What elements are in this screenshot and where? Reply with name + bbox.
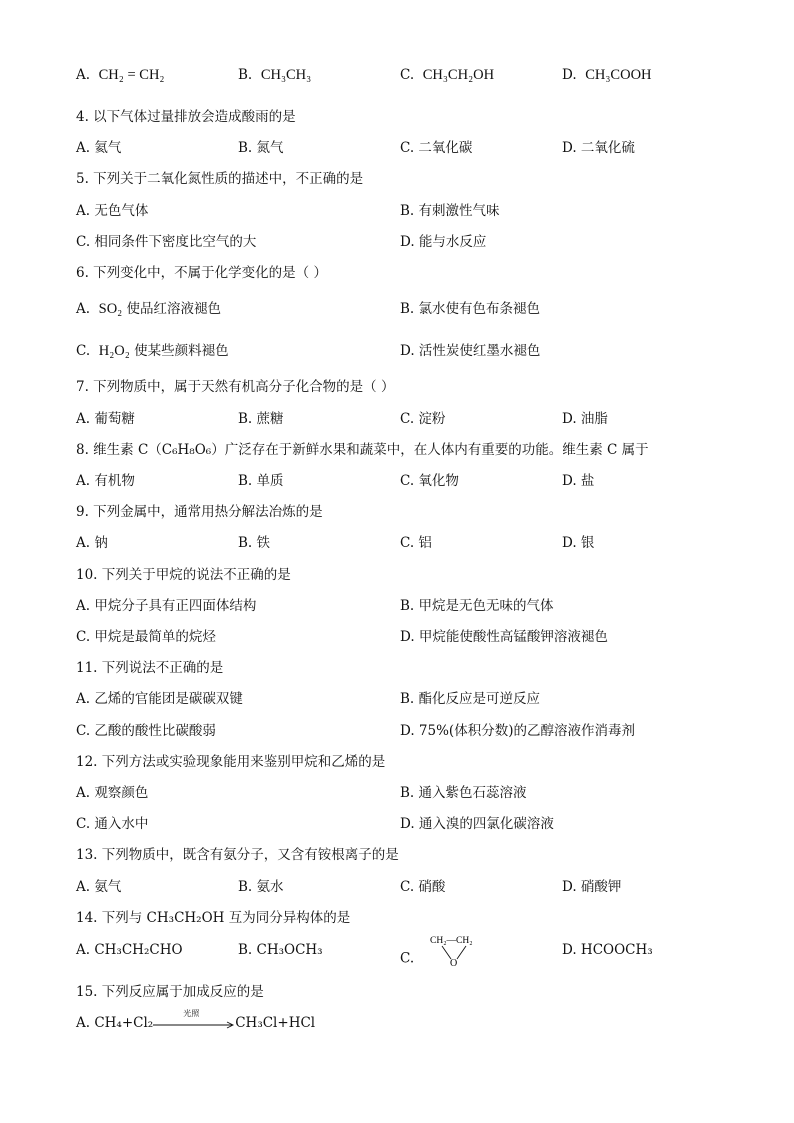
q12-option-b: B. 通入紫色石蕊溶液 xyxy=(400,785,527,801)
q6-option-b: B. 氯水使有色布条褪色 xyxy=(400,301,541,317)
q8-options xyxy=(0,469,794,491)
q9-option-a: A. 钠 xyxy=(76,535,108,551)
q14-option-c: C. CH₂—CH₂ O xyxy=(400,942,490,976)
epoxide-ring-icon xyxy=(428,932,490,966)
q5-options-cd xyxy=(0,230,794,252)
q9-option-c: C. 铝 xyxy=(400,535,432,551)
q14-options xyxy=(0,936,794,972)
q3-options xyxy=(0,67,794,89)
q11-option-d: D. 75%(体积分数)的乙醇溶液作消毒剂 xyxy=(400,723,635,739)
q6-options-ab xyxy=(0,297,794,319)
q5-option-d: D. 能与水反应 xyxy=(400,234,487,250)
reaction-arrow-icon xyxy=(153,1008,235,1032)
q6-stem: 6. 下列变化中，不属于化学变化的是（ ） xyxy=(76,265,327,281)
q8-option-b: B. 单质 xyxy=(238,473,284,489)
q11-option-a: A. 乙烯的官能团是碳碳双键 xyxy=(76,691,243,707)
q14-option-b: B. CH₃OCH₃ xyxy=(238,942,323,958)
q9-options xyxy=(0,531,794,553)
q8-option-a: A. 有机物 xyxy=(76,473,135,489)
q5-stem: 5. 下列关于二氧化氮性质的描述中，不正确的是 xyxy=(76,171,364,187)
q7-option-a: A. 葡萄糖 xyxy=(76,411,135,427)
q8-option-c: C. 氧化物 xyxy=(400,473,459,489)
q10-options-cd xyxy=(0,625,794,647)
q11-option-b: B. 酯化反应是可逆反应 xyxy=(400,691,541,707)
q3-option-a: A. CH₂ = CH₂ xyxy=(76,67,165,83)
svg-text:CH₂—CH₂: CH₂—CH₂ xyxy=(430,936,473,946)
q11-option-c: C. 乙酸的酸性比碳酸弱 xyxy=(76,723,216,739)
q12-options-ab xyxy=(0,781,794,803)
q15-option-a-row xyxy=(0,1008,794,1037)
q13-options xyxy=(0,875,794,897)
q9-option-d: D. 银 xyxy=(562,535,595,551)
q3-option-c: C. CH₃CH₂OH xyxy=(400,67,495,83)
q5-options-ab xyxy=(0,199,794,221)
q14-option-d: D. HCOOCH₃ xyxy=(562,942,653,958)
q5-option-b: B. 有刺激性气味 xyxy=(400,203,500,219)
q7-option-c: C. 淀粉 xyxy=(400,411,446,427)
q15-stem: 15. 下列反应属于加成反应的是 xyxy=(76,984,264,1000)
q4-option-b: B. 氮气 xyxy=(238,140,284,156)
q4-stem: 4. 以下气体过量排放会造成酸雨的是 xyxy=(76,109,296,125)
q10-stem: 10. 下列关于甲烷的说法不正确的是 xyxy=(76,567,291,583)
q10-option-d: D. 甲烷能使酸性高锰酸钾溶液褪色 xyxy=(400,629,608,645)
q8-stem: 8. 维生素 C（C₆H₈O₆）广泛存在于新鲜水果和蔬菜中，在人体内有重要的功能。维生素 C 属于 xyxy=(76,442,649,458)
q10-option-c: C. 甲烷是最简单的烷烃 xyxy=(76,629,216,645)
q13-option-b: B. 氨水 xyxy=(238,879,284,895)
q12-stem: 12. 下列方法或实验现象能用来鉴别甲烷和乙烯的是 xyxy=(76,754,386,770)
q13-option-d: D. 硝酸钾 xyxy=(562,879,622,895)
q11-options-ab xyxy=(0,687,794,709)
q14-option-a: A. CH₃CH₂CHO xyxy=(76,942,183,958)
svg-text:O: O xyxy=(450,958,458,966)
q12-options-cd xyxy=(0,812,794,834)
q6-option-c: C. H₂O₂ 使某些颜料褪色 xyxy=(76,343,229,359)
reaction-condition: 光照 xyxy=(183,1008,200,1018)
q6-options-cd xyxy=(0,339,794,361)
q13-option-a: A. 氨气 xyxy=(76,879,122,895)
ethylene-oxide-structure xyxy=(428,932,490,966)
q4-options xyxy=(0,136,794,158)
q11-stem: 11. 下列说法不正确的是 xyxy=(76,660,224,676)
q8-option-d: D. 盐 xyxy=(562,473,595,489)
q4-option-a: A. 氦气 xyxy=(76,140,122,156)
q11-options-cd xyxy=(0,719,794,741)
q9-stem: 9. 下列金属中，通常用热分解法冶炼的是 xyxy=(76,504,323,520)
q6-option-d: D. 活性炭使红墨水褪色 xyxy=(400,343,541,359)
q7-option-d: D. 油脂 xyxy=(562,411,608,427)
q7-options xyxy=(0,407,794,429)
q9-option-b: B. 铁 xyxy=(238,535,271,551)
q12-option-d: D. 通入溴的四氯化碳溶液 xyxy=(400,816,554,832)
q13-stem: 13. 下列物质中，既含有氨分子，又含有铵根离子的是 xyxy=(76,847,399,863)
q7-stem: 7. 下列物质中，属于天然有机高分子化合物的是（ ） xyxy=(76,379,395,395)
q4-option-c: C. 二氧化碳 xyxy=(400,140,473,156)
q14-stem: 14. 下列与 CH₃CH₂OH 互为同分异构体的是 xyxy=(76,910,351,926)
q10-options-ab xyxy=(0,594,794,616)
q12-option-a: A. 观察颜色 xyxy=(76,785,149,801)
q10-option-b: B. 甲烷是无色无味的气体 xyxy=(400,598,554,614)
q3-option-b: B. CH₃CH₃ xyxy=(238,67,312,83)
q5-option-c: C. 相同条件下密度比空气的大 xyxy=(76,234,257,250)
q10-option-a: A. 甲烷分子具有正四面体结构 xyxy=(76,598,257,614)
q12-option-c: C. 通入水中 xyxy=(76,816,149,832)
q3-option-d: D. CH₃COOH xyxy=(562,67,652,83)
q6-option-a: A. SO₂ 使品红溶液褪色 xyxy=(76,301,222,317)
q5-option-a: A. 无色气体 xyxy=(76,203,149,219)
q4-option-d: D. 二氧化硫 xyxy=(562,140,635,156)
q15-option-a: A. CH₄+Cl₂ 光照 CH₃Cl+HCl xyxy=(76,1008,316,1031)
q7-option-b: B. 蔗糖 xyxy=(238,411,284,427)
q13-option-c: C. 硝酸 xyxy=(400,879,446,895)
